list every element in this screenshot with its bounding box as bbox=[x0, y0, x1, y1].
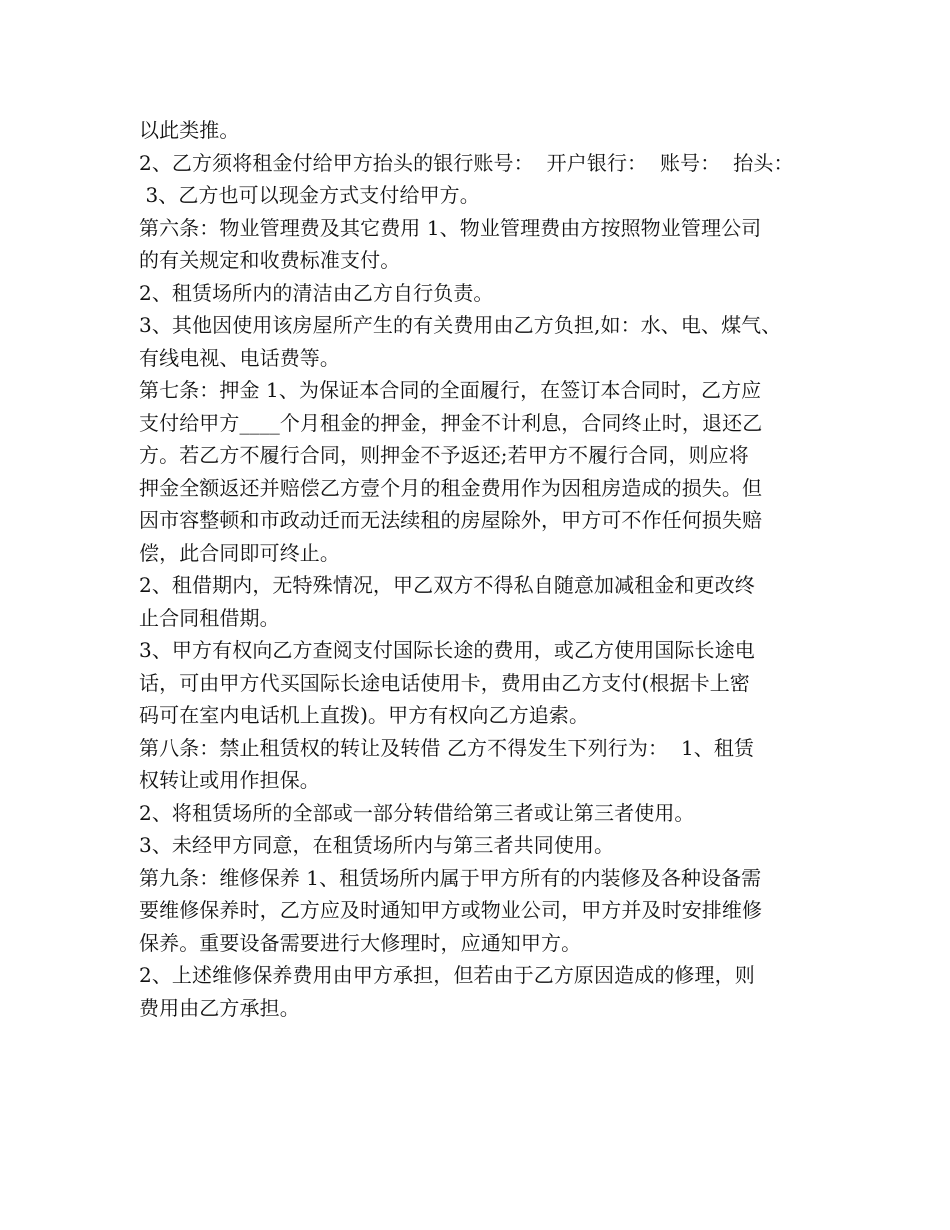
text-line: 3、乙方也可以现金方式支付给甲方。 bbox=[139, 183, 480, 207]
text-line: 码可在室内电话机上直拨)。甲方有权向乙方追索。 bbox=[139, 703, 590, 727]
text-line: 支付给甲方____个月租金的押金，押金不计利息，合同终止时，退还乙 bbox=[139, 410, 763, 435]
text-line: 押金全额返还并赔偿乙方壹个月的租金费用作为因租房造成的损失。但 bbox=[139, 475, 763, 500]
text-line: 第九条：维修保养 1、租赁场所内属于甲方所有的内装修及各种设备需 bbox=[139, 865, 762, 890]
text-line: 3、未经甲方同意，在租赁场所内与第三者共同使用。 bbox=[139, 833, 615, 857]
text-line: 3、甲方有权向乙方查阅支付国际长途的费用，或乙方使用国际长途电 bbox=[139, 638, 755, 662]
text-line: 第六条：物业管理费及其它费用 1、物业管理费由方按照物业管理公司 bbox=[139, 215, 762, 240]
document-body bbox=[139, 114, 839, 1024]
text-line: 以此类推。 bbox=[139, 118, 240, 142]
text-line: 方。若乙方不履行合同，则押金不予返还;若甲方不履行合同，则应将 bbox=[139, 443, 749, 467]
text-line: 偿，此合同即可终止。 bbox=[139, 540, 340, 565]
text-line: 2、将租赁场所的全部或一部分转借给第三者或让第三者使用。 bbox=[139, 800, 695, 825]
text-line: 的有关规定和收费标准支付。 bbox=[139, 248, 401, 272]
text-line: 要维修保养时，乙方应及时通知甲方或物业公司，甲方并及时安排维修 bbox=[139, 898, 763, 922]
text-line: 2、租借期内，无特殊情况，甲乙双方不得私自随意加减租金和更改终 bbox=[139, 573, 755, 597]
text-line: 3、其他因使用该房屋所产生的有关费用由乙方负担,如：水、电、煤气、 bbox=[139, 313, 782, 337]
text-line: 止合同租借期。 bbox=[139, 605, 280, 630]
text-line: 有线电视、电话费等。 bbox=[139, 345, 340, 370]
text-line: 第八条：禁止租赁权的转让及转借 乙方不得发生下列行为： 1、租赁 bbox=[139, 735, 755, 760]
text-line: 2、租赁场所内的清洁由乙方自行负责。 bbox=[139, 280, 494, 305]
text-line: 2、乙方须将租金付给甲方抬头的银行账号： 开户银行： 账号： 抬头： bbox=[139, 150, 794, 175]
text-line: 第七条：押金 1、为保证本合同的全面履行，在签订本合同时，乙方应 bbox=[139, 378, 762, 402]
text-line: 保养。重要设备需要进行大修理时，应通知甲方。 bbox=[139, 930, 582, 955]
text-line: 2、上述维修保养费用由甲方承担，但若由于乙方原因造成的修理，则 bbox=[139, 963, 755, 987]
text-line: 权转让或用作担保。 bbox=[139, 768, 320, 792]
text-line: 费用由乙方承担。 bbox=[139, 995, 300, 1020]
text-line: 话，可由甲方代买国际长途电话使用卡，费用由乙方支付(根据卡上密 bbox=[139, 670, 750, 695]
text-line: 因市容整顿和市政动迁而无法续租的房屋除外，甲方可不作任何损失赔 bbox=[139, 508, 763, 532]
